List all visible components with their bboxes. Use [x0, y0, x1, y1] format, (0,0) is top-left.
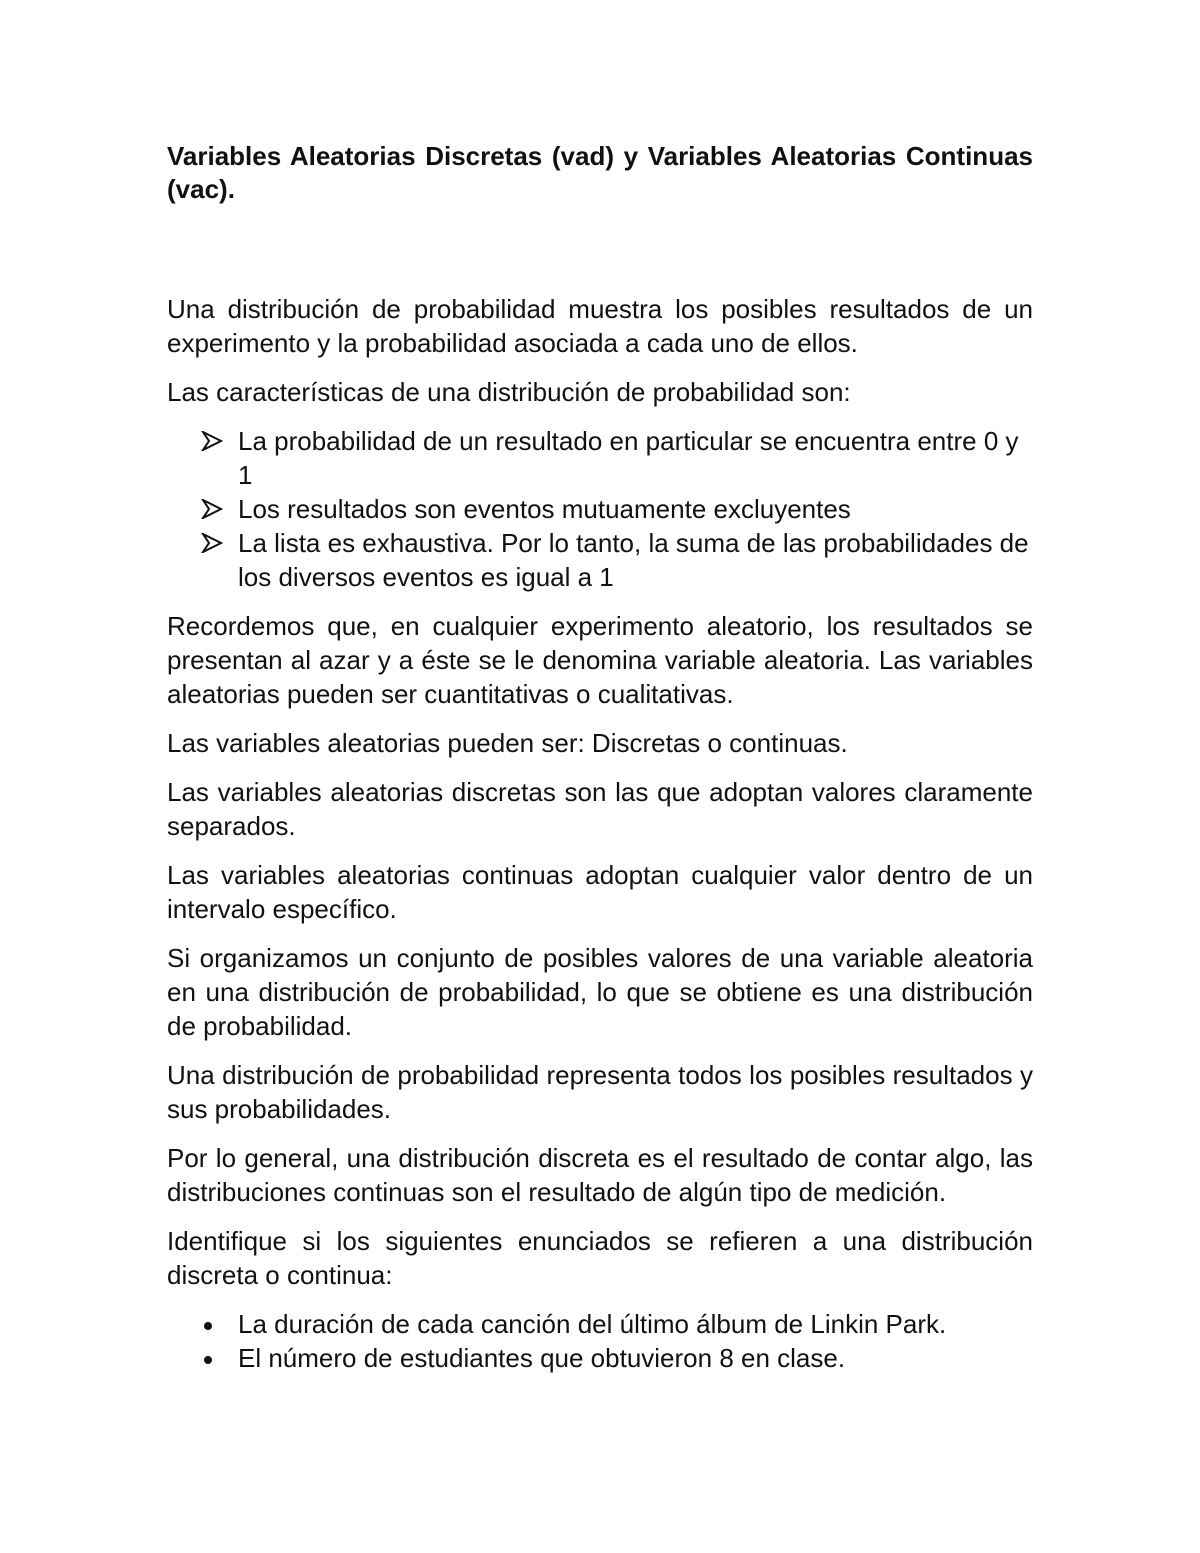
list-item [167, 526, 1033, 594]
list-item [167, 492, 1033, 526]
list-item-text: La duración de cada canción del último álbum de Linkin Park. [238, 1309, 947, 1339]
arrow-bullet-icon [201, 526, 229, 560]
paragraph-represents: Una distribución de probabilidad representa todos los posibles resultados y sus probabilidades. [167, 1060, 1033, 1124]
list-item-text: La lista es exhaustiva. Por lo tanto, la suma de las probabilidades de los diversos eventos es igual a 1 [238, 528, 1029, 592]
list-item [167, 424, 1033, 492]
intro-paragraph: Una distribución de probabilidad muestra los posibles resultados de un experimento y la probabilidad asociada a cada uno de ellos. [167, 294, 1033, 358]
list-item [167, 1307, 1033, 1341]
dot-bullet-icon [201, 1307, 229, 1341]
document-page [167, 140, 1033, 1390]
list-item-text: El número de estudiantes que obtuvieron 8 en clase. [238, 1343, 846, 1373]
paragraph-exercise-prompt: Identifique si los siguientes enunciados se refieren a una distribución discreta o continua: [167, 1226, 1033, 1290]
characteristics-heading: Las características de una distribución de probabilidad son: [167, 377, 851, 407]
paragraph-discrete: Las variables aleatorias discretas son las que adoptan valores claramente separados. [167, 777, 1033, 841]
paragraph-continuous: Las variables aleatorias continuas adoptan cualquier valor dentro de un intervalo específico. [167, 860, 1033, 924]
paragraph-general: Por lo general, una distribución discreta es el resultado de contar algo, las distribuciones continuas son el resultado de algún tipo de medición. [167, 1143, 1033, 1207]
arrow-bullet-icon [201, 492, 229, 526]
list-item-text: La probabilidad de un resultado en particular se encuentra entre 0 y 1 [238, 426, 1019, 490]
list-item-text: Los resultados son eventos mutuamente excluyentes [238, 494, 851, 524]
paragraph-random-variable: Recordemos que, en cualquier experimento aleatorio, los resultados se presentan al azar y a éste se le denomina variable aleatoria. Las variables aleatorias pueden ser cuantitativas o cualitativas. [167, 611, 1033, 709]
paragraph-organize: Si organizamos un conjunto de posibles valores de una variable aleatoria en una distribución de probabilidad, lo que se obtiene es una distribución de probabilidad. [167, 943, 1033, 1041]
paragraph-types: Las variables aleatorias pueden ser: Discretas o continuas. [167, 728, 848, 758]
document-title: Variables Aleatorias Discretas (vad) y Variables Aleatorias Continuas (vac). [167, 141, 1033, 204]
exercise-list [167, 1307, 1033, 1375]
characteristics-list [167, 424, 1033, 594]
dot-bullet-icon [201, 1341, 229, 1375]
list-item [167, 1341, 1033, 1375]
arrow-bullet-icon [201, 424, 229, 458]
